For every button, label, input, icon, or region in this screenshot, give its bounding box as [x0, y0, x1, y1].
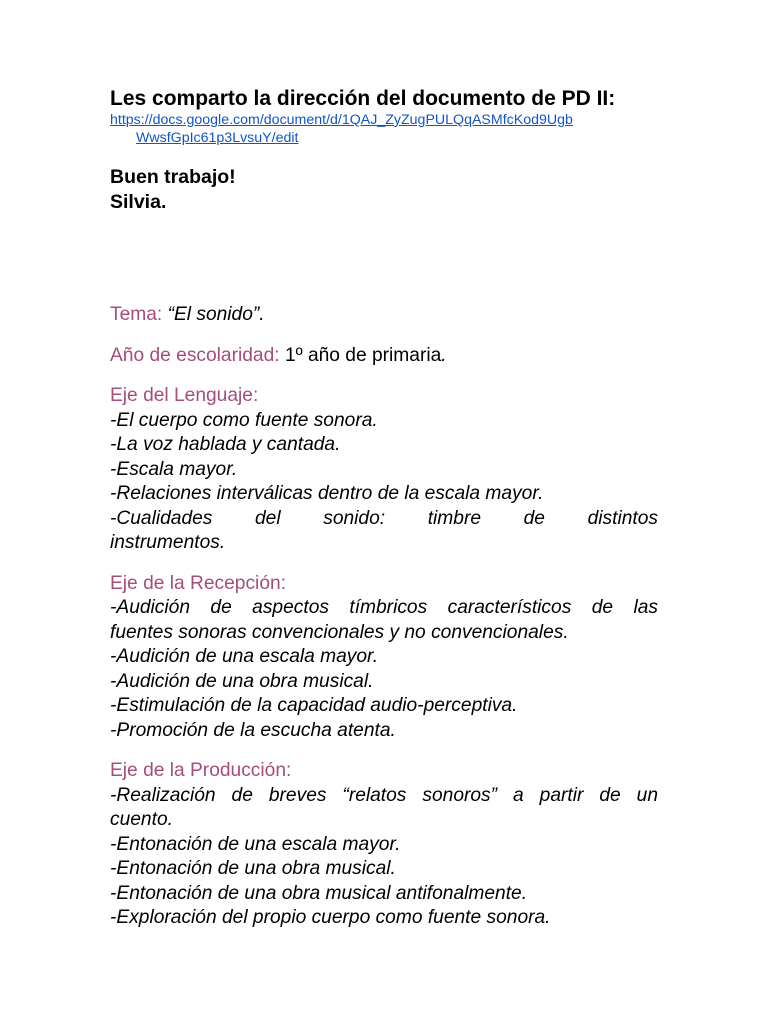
list-item: -El cuerpo como fuente sonora. — [110, 409, 378, 431]
ano-label: Año de escolaridad: — [110, 344, 280, 366]
list-item: -Estimulación de la capacidad audio-perceptiva. — [110, 695, 518, 716]
list-item: -Realización de breves “relatos sonoros” a partir de un — [110, 784, 658, 806]
eje-recepcion-section — [110, 572, 658, 744]
list-item: fuentes sonoras convencionales y no convencionales. — [110, 621, 569, 643]
document-link[interactable] — [110, 111, 658, 147]
eje-produccion-section — [110, 759, 658, 931]
document-link-line-2[interactable]: WwsfGpIc61p3LvsuY/edit — [136, 130, 299, 146]
signoff-name: Silvia. — [110, 191, 167, 213]
list-item: -Cualidades del sonido: timbre de distintos — [110, 507, 658, 529]
list-item: -Entonación de una escala mayor. — [110, 833, 401, 855]
list-item: -Exploración del propio cuerpo como fuente sonora. — [110, 907, 551, 928]
list-item: -Escala mayor. — [110, 458, 238, 480]
tema-label: Tema: — [110, 304, 163, 325]
list-item: -Promoción de la escucha atenta. — [110, 719, 396, 741]
intro-text: Les comparto la dirección del documento de PD II: — [110, 87, 616, 110]
list-item: -La voz hablada y cantada. — [110, 434, 341, 455]
eje-recepcion-heading: Eje de la Recepción: — [110, 572, 286, 594]
document-link-line-1[interactable]: https://docs.google.com/document/d/1QAJ_ZyZugPULQqASMfcKod9Ugb — [110, 112, 573, 128]
list-item: -Entonación de una obra musical. — [110, 858, 396, 879]
eje-produccion-heading: Eje de la Producción: — [110, 760, 292, 781]
tema-section — [110, 303, 658, 328]
signoff-greeting: Buen trabajo! — [110, 166, 236, 188]
ano-value: 1º año de primaria — [279, 344, 442, 366]
list-item: -Audición de una obra musical. — [110, 670, 374, 692]
eje-lenguaje-heading: Eje del Lenguaje: — [110, 385, 259, 406]
tema-value: “El sonido”. — [162, 304, 265, 325]
eje-lenguaje-section — [110, 384, 658, 556]
document-page — [110, 86, 658, 931]
list-item: -Entonación de una obra musical antifonalmente. — [110, 882, 528, 904]
ano-section — [110, 344, 658, 369]
list-item: -Audición de aspectos tímbricos característicos de las — [110, 597, 658, 618]
list-item: cuento. — [110, 809, 173, 830]
signoff — [110, 165, 658, 215]
list-item: -Audición de una escala mayor. — [110, 646, 379, 667]
list-item: -Relaciones interválicas dentro de la escala mayor. — [110, 483, 544, 504]
list-item: instrumentos. — [110, 532, 226, 553]
ano-value-end: . — [441, 344, 447, 366]
